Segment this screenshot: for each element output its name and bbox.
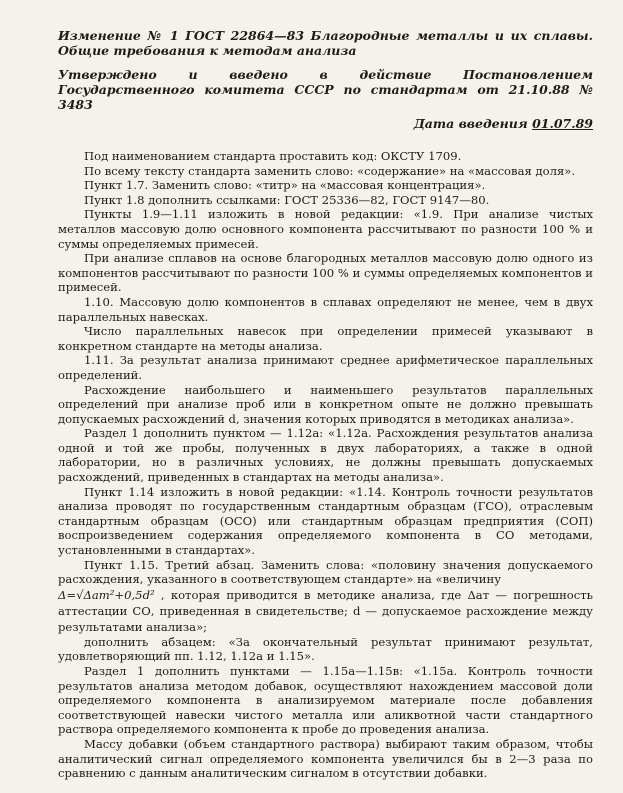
paragraph: Пункт 1.8 дополнить ссылками: ГОСТ 25336—82, ГОСТ 9147—80. — [84, 192, 490, 207]
paragraph: Раздел 1 дополнить пунктами — 1.15а—1.15в: «1.15а. Контроль точности результатов анализа методом добавок, осуществляют нахождением массовой доли определяемого компонента в анализируемом материале после добавления соответствующей навески чистого металла или аликвотной части стандартного раствора определяемого компонента к пробе до проведения анализа. — [58, 664, 593, 737]
paragraph: Пункт 1.15. Третий абзац. Заменить слова: «половину значения допускаемого расхождения, указанного в соответствующем стандарте» на «величину — [58, 557, 593, 587]
effective-date — [58, 116, 593, 131]
sqrt-sign: √ — [76, 587, 84, 602]
document-body — [58, 149, 593, 781]
paragraph: Массу добавки (объем стандартного раствора) выбирают таким образом, чтобы аналитический сигнал определяемого компонента увеличился бы в 2—3 раза по сравнению с данным аналитическим сигналом в отсутствии добавки. — [58, 736, 593, 781]
paragraph: Пункты 1.9—1.11 изложить в новой редакции: «1.9. При анализе чистых металлов массовую долю основного компонента рассчитывают по разности 100 % и суммы определяемых примесей. — [58, 207, 593, 251]
effective-date-label: Дата введения — [413, 116, 528, 131]
formula-radical: Δат²+0,5d² — [83, 587, 155, 602]
paragraph: 1.10. Массовую долю компонентов в сплавах определяют не менее, чем в двух параллельных навесках. — [58, 294, 593, 324]
paragraph: Число параллельных навесок при определении примесей указывают в конкретном стандарте на методы анализа. — [58, 324, 593, 353]
formula-line — [58, 587, 593, 635]
paragraph: Пункт 1.14 изложить в новой редакции: «1.14. Контроль точности результатов анализа проводят по государственным стандартным образцам (ГСО), отраслевым стандартным образцам (ОСО) или стандартным образцам предприятия (СОП) воспроизведением содержания определяемого компонента в СО методами, установленными в стандартах». — [58, 484, 593, 558]
formula-lhs: Δ= — [58, 587, 77, 602]
paragraph: По всему тексту стандарта заменить слово: «содержание» на «массовая доля». — [84, 163, 576, 178]
paragraph: дополнить абзацем: «За окончательный результат принимают результат, удовлетворяющий пп. 1.12, 1.12а и 1.15». — [58, 634, 593, 664]
effective-date-value: 01.07.89 — [532, 116, 593, 131]
paragraph: При анализе сплавов на основе благородных металлов массовую долю одного из компонентов рассчитывают по разности 100 % и суммы определяемых компонентов и примесей. — [58, 251, 593, 295]
paragraph: Пункт 1.7. Заменить слово: «титр» на «массовая концентрация». — [84, 178, 486, 193]
paragraph: Расхождение наибольшего и наименьшего результатов параллельных определений при анализе проб или в конкретном опыте не должно превышать допускаемых расхождений d, значения которых приводятся в методиках анализа». — [58, 382, 593, 426]
paragraph: 1.11. За результат анализа принимают среднее арифметическое параллельных определений. — [58, 353, 593, 382]
approval-line: Утверждено и введено в действие Постановлением Государственного комитета СССР по стандартам от 21.10.88 № 3483 — [58, 67, 593, 112]
formula-rest: , которая приводится в методике анализа, где Δат — погрешность аттестации СО, приведенная в свидетельстве; d — допускаемое расхождение между результатами анализа»; — [58, 587, 593, 634]
document-title: Изменение № 1 ГОСТ 22864—83 Благородные металлы и их сплавы. Общие требования к методам анализа — [58, 28, 593, 58]
paragraph: Раздел 1 дополнить пунктом — 1.12а: «1.12а. Расхождения результатов анализа одной и той же пробы, полученных в двух лабораториях, а также в одной лаборатории, но в различных условиях, не должны превышать допускаемых расхождений, приведенных в стандартах на методы анализа». — [58, 426, 593, 485]
paragraph: Под наименованием стандарта проставить код: ОКСТУ 1709. — [84, 149, 462, 163]
